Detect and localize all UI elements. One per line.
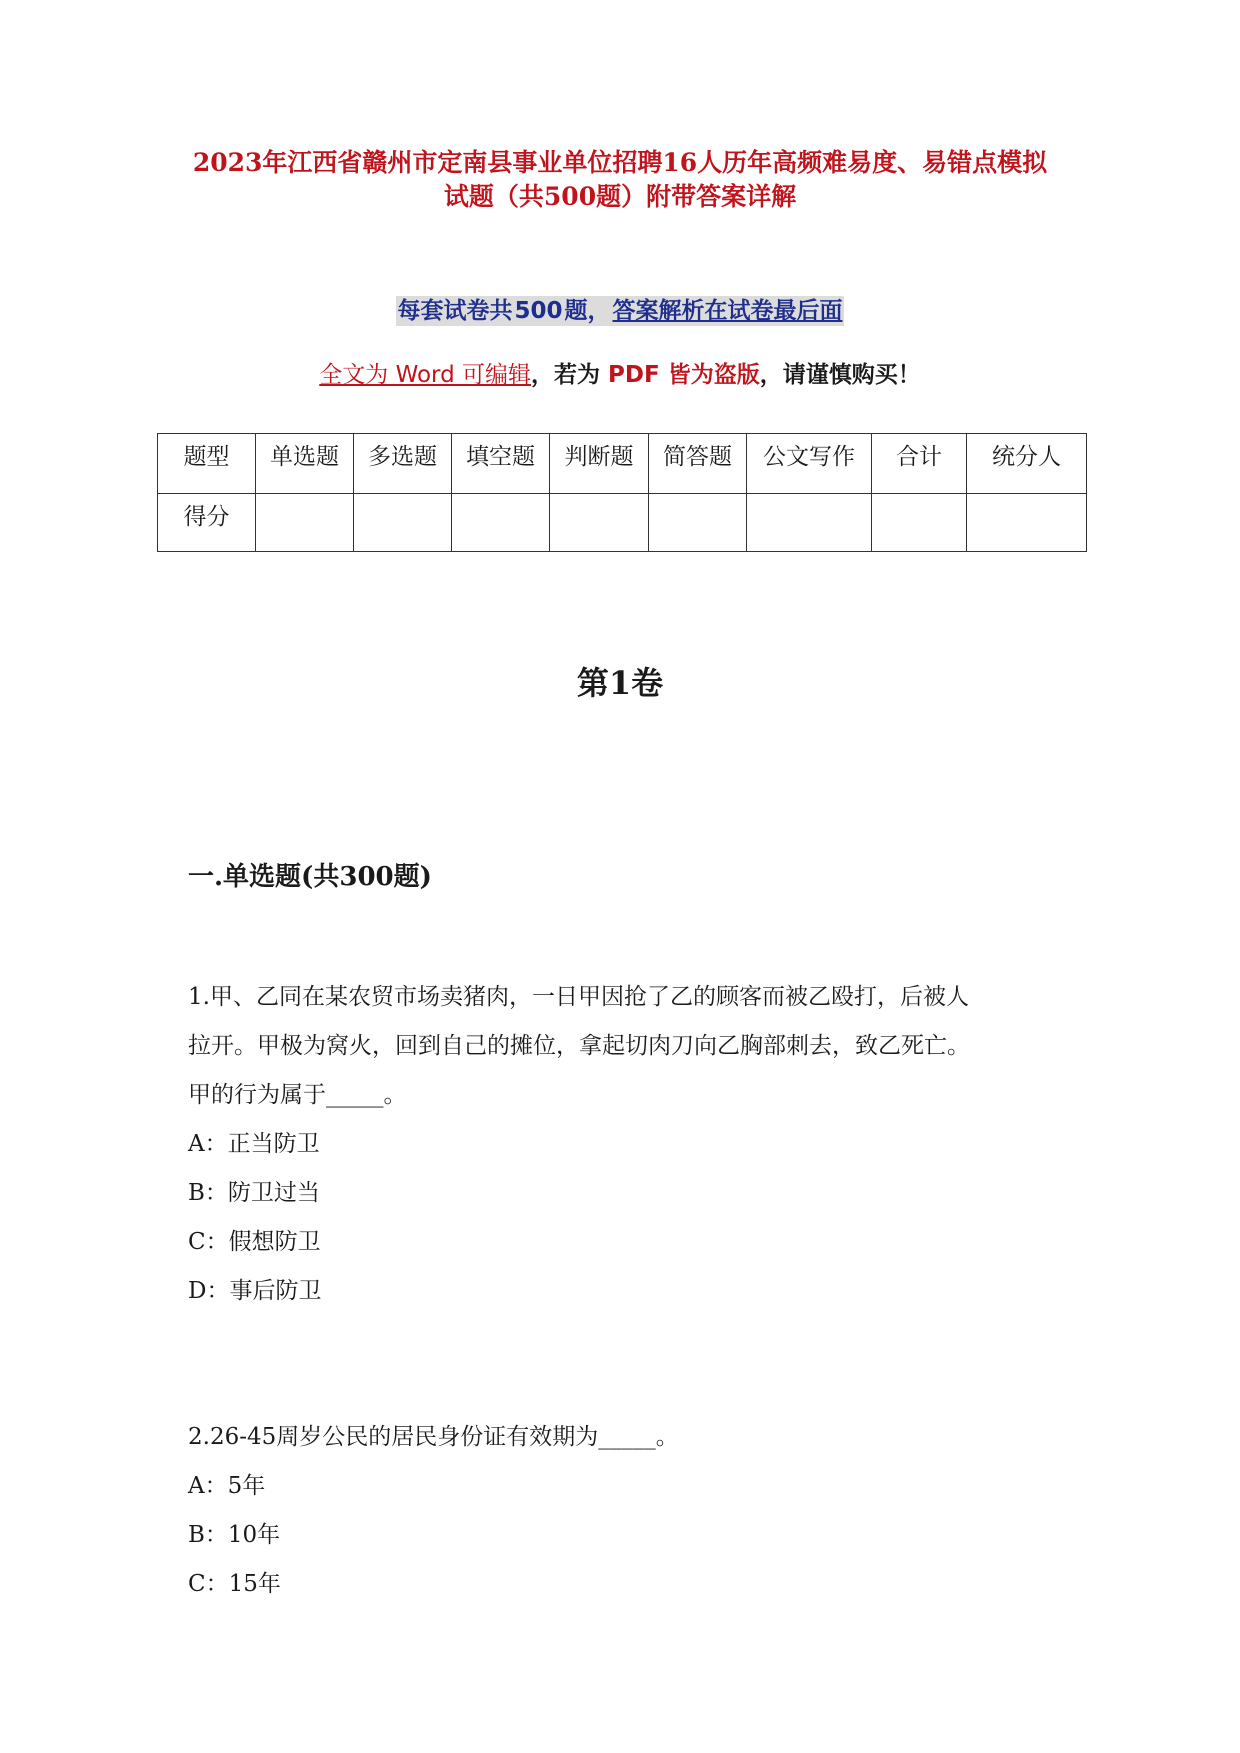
notice-copyright-text-2: ，请谨慎购买！ bbox=[759, 362, 921, 388]
question-2-line-1: 2.26-45周岁公民的居民身份证有效期为_____。 bbox=[188, 1424, 679, 1450]
question-1 bbox=[188, 973, 1068, 1316]
header-cell-short-answer: 简答题 bbox=[649, 434, 747, 494]
section-title: 一.单选题(共300题) bbox=[188, 862, 432, 892]
notice-text-2: 题， bbox=[564, 298, 611, 324]
header-cell-scorer: 统分人 bbox=[967, 434, 1087, 494]
question-2-option-a: A：5年 bbox=[188, 1473, 266, 1499]
score-cell[interactable] bbox=[256, 494, 354, 552]
score-cell[interactable] bbox=[550, 494, 649, 552]
score-cell[interactable] bbox=[649, 494, 747, 552]
question-2 bbox=[188, 1413, 1068, 1609]
question-1-option-b: B：防卫过当 bbox=[188, 1180, 320, 1206]
header-cell-multiple-choice: 多选题 bbox=[354, 434, 452, 494]
score-cell[interactable] bbox=[354, 494, 452, 552]
title-line-2: 试题（共500题）附带答案详解 bbox=[443, 182, 797, 211]
score-cell[interactable] bbox=[452, 494, 550, 552]
score-cell[interactable] bbox=[872, 494, 967, 552]
question-1-line-2: 拉开。甲极为窝火，回到自己的摊位，拿起切肉刀向乙胸部刺去，致乙死亡。 bbox=[188, 1033, 970, 1059]
header-cell-true-false: 判断题 bbox=[550, 434, 649, 494]
score-cell[interactable] bbox=[747, 494, 872, 552]
question-1-line-1: 1.甲、乙同在某农贸市场卖猪肉，一日甲因抢了乙的顾客而被乙殴打，后被人 bbox=[188, 984, 969, 1010]
answer-location-link[interactable]: 答案解析在试卷最后面 bbox=[612, 298, 843, 324]
header-cell-type: 题型 bbox=[158, 434, 256, 494]
notice-copyright bbox=[0, 356, 1240, 389]
score-cell[interactable] bbox=[967, 494, 1087, 552]
question-1-option-d: D：事后防卫 bbox=[188, 1278, 322, 1304]
notice-number: 500 bbox=[514, 298, 563, 324]
score-table-score-row bbox=[158, 494, 1087, 552]
header-cell-total: 合计 bbox=[872, 434, 967, 494]
header-cell-fill-blank: 填空题 bbox=[452, 434, 550, 494]
notice-text-1: 每套试卷共 bbox=[397, 298, 513, 324]
score-table-header-row bbox=[158, 434, 1087, 494]
question-1-line-3: 甲的行为属于_____。 bbox=[188, 1082, 407, 1108]
notice-pdf-warning: PDF 皆为盗版 bbox=[608, 362, 760, 388]
word-editable-link[interactable]: 全文为 Word 可编辑 bbox=[319, 362, 532, 388]
header-cell-single-choice: 单选题 bbox=[256, 434, 354, 494]
question-2-option-b: B：10年 bbox=[188, 1522, 281, 1548]
question-1-option-a: A：正当防卫 bbox=[188, 1131, 320, 1157]
question-2-option-c: C：15年 bbox=[188, 1571, 281, 1597]
notice-question-count bbox=[0, 292, 1240, 325]
row-label-score: 得分 bbox=[158, 494, 256, 552]
notice-copyright-text-1: ，若为 bbox=[531, 362, 609, 388]
header-cell-official-writing: 公文写作 bbox=[747, 434, 872, 494]
document-title bbox=[120, 146, 1120, 214]
volume-title: 第1卷 bbox=[576, 664, 664, 702]
title-line-1: 2023年江西省赣州市定南县事业单位招聘16人历年高频难易度、易错点模拟 bbox=[192, 148, 1048, 177]
score-table bbox=[157, 433, 1087, 552]
question-1-option-c: C：假想防卫 bbox=[188, 1229, 321, 1255]
